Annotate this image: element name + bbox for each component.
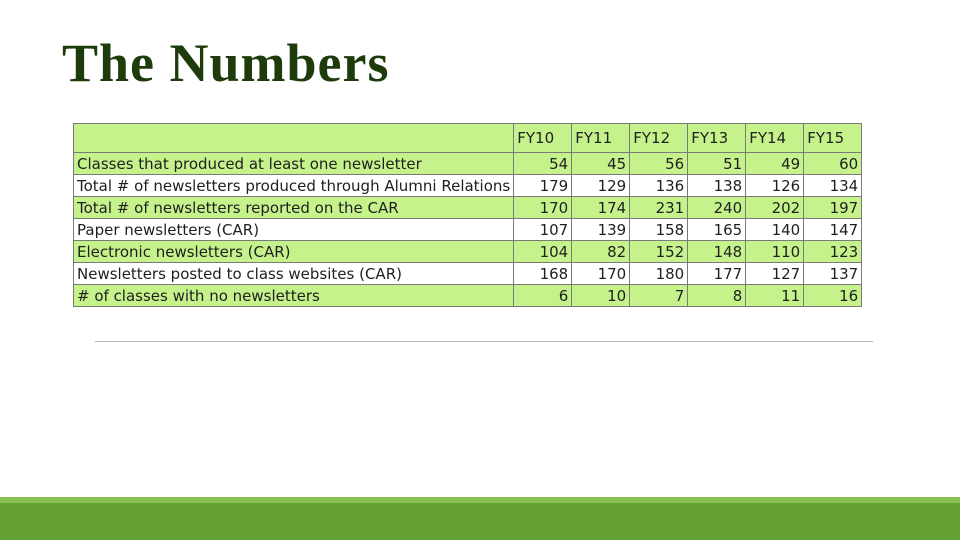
table-cell: 7	[630, 285, 688, 307]
divider-line	[95, 341, 873, 342]
table-cell: 129	[572, 175, 630, 197]
table-cell: 107	[514, 219, 572, 241]
column-header: FY12	[630, 124, 688, 153]
row-label: Electronic newsletters (CAR)	[74, 241, 514, 263]
table-cell: 177	[688, 263, 746, 285]
table-cell: 138	[688, 175, 746, 197]
table-row	[74, 153, 862, 175]
slide-title: The Numbers	[62, 33, 390, 93]
table-row	[74, 241, 862, 263]
table-cell: 126	[746, 175, 804, 197]
column-header: FY13	[688, 124, 746, 153]
table-cell: 104	[514, 241, 572, 263]
table-row	[74, 263, 862, 285]
table-cell: 136	[630, 175, 688, 197]
table-cell: 170	[572, 263, 630, 285]
table-cell: 240	[688, 197, 746, 219]
table-cell: 8	[688, 285, 746, 307]
column-header: FY15	[804, 124, 862, 153]
table-cell: 82	[572, 241, 630, 263]
table-row	[74, 219, 862, 241]
column-header: FY10	[514, 124, 572, 153]
table-cell: 147	[804, 219, 862, 241]
table-cell: 170	[514, 197, 572, 219]
table-cell: 197	[804, 197, 862, 219]
table-cell: 6	[514, 285, 572, 307]
footer-band-dark	[0, 503, 960, 540]
table-cell: 127	[746, 263, 804, 285]
table-cell: 152	[630, 241, 688, 263]
table-cell: 16	[804, 285, 862, 307]
row-label: Newsletters posted to class websites (CAR)	[74, 263, 514, 285]
table-cell: 231	[630, 197, 688, 219]
table-cell: 11	[746, 285, 804, 307]
table-cell: 10	[572, 285, 630, 307]
table-row	[74, 197, 862, 219]
table-row	[74, 175, 862, 197]
table-cell: 202	[746, 197, 804, 219]
table-cell: 110	[746, 241, 804, 263]
table-cell: 165	[688, 219, 746, 241]
table-cell: 140	[746, 219, 804, 241]
column-header: FY11	[572, 124, 630, 153]
table-cell: 134	[804, 175, 862, 197]
table-cell: 179	[514, 175, 572, 197]
numbers-table	[73, 123, 862, 307]
table-cell: 49	[746, 153, 804, 175]
row-label: Paper newsletters (CAR)	[74, 219, 514, 241]
row-label: Classes that produced at least one newsletter	[74, 153, 514, 175]
row-label: Total # of newsletters produced through Alumni Relations	[74, 175, 514, 197]
table-cell: 158	[630, 219, 688, 241]
table-header-row	[74, 124, 862, 153]
row-label: Total # of newsletters reported on the CAR	[74, 197, 514, 219]
table-cell: 168	[514, 263, 572, 285]
table-cell: 148	[688, 241, 746, 263]
table-cell: 137	[804, 263, 862, 285]
table-row	[74, 285, 862, 307]
table-cell: 54	[514, 153, 572, 175]
table-cell: 180	[630, 263, 688, 285]
table-cell: 139	[572, 219, 630, 241]
table-cell: 45	[572, 153, 630, 175]
column-header: FY14	[746, 124, 804, 153]
table-cell: 123	[804, 241, 862, 263]
table-cell: 60	[804, 153, 862, 175]
row-label: # of classes with no newsletters	[74, 285, 514, 307]
header-corner-cell	[74, 124, 514, 153]
table-cell: 51	[688, 153, 746, 175]
table-cell: 174	[572, 197, 630, 219]
table-cell: 56	[630, 153, 688, 175]
